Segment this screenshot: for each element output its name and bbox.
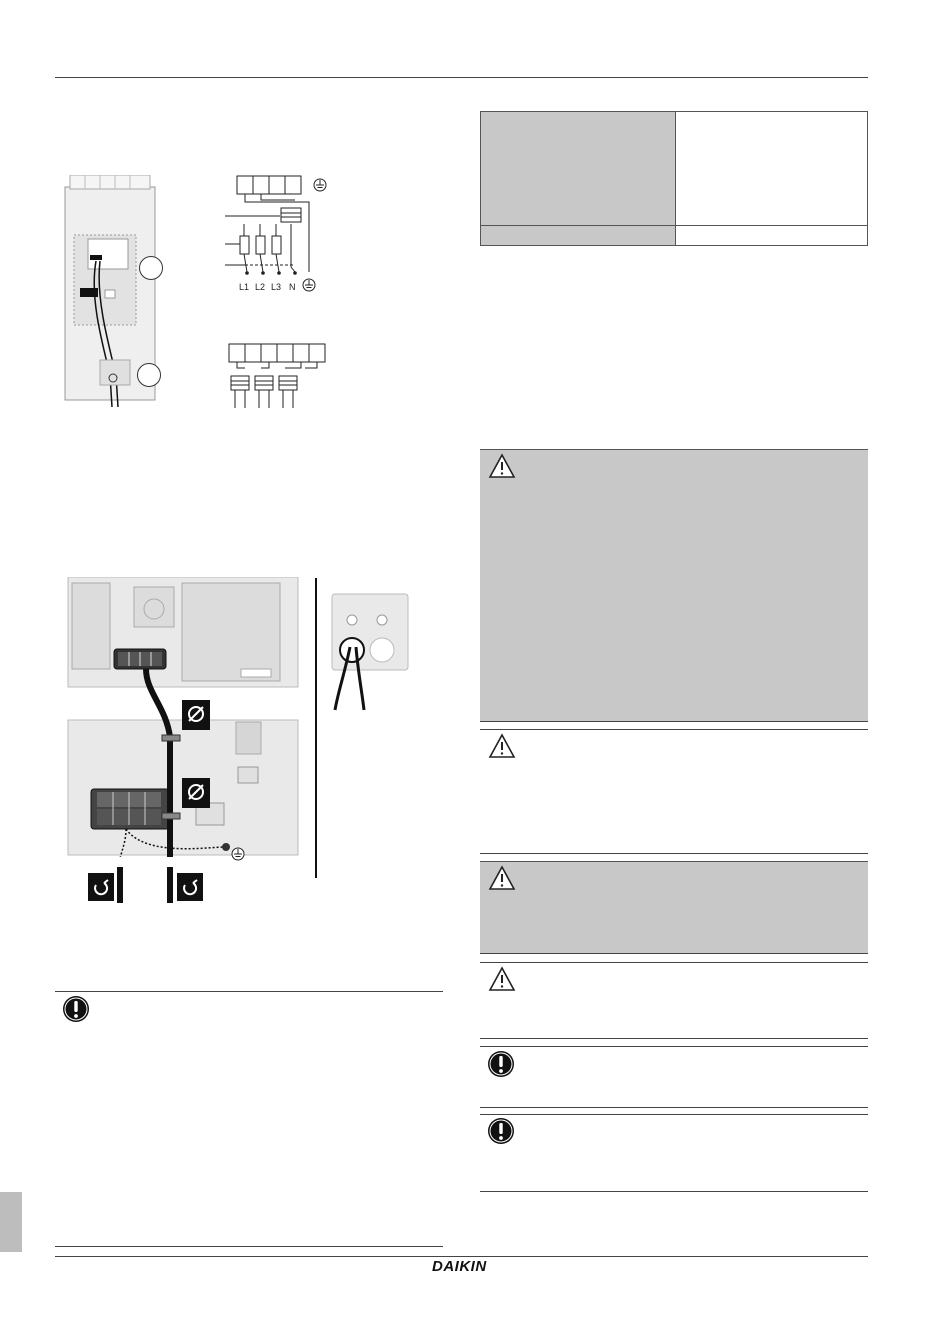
- cable-tie-icon: [182, 700, 210, 730]
- warning-triangle-icon: [488, 865, 516, 891]
- table-footer-cell: [481, 226, 676, 245]
- section-side-tab: [0, 1192, 22, 1252]
- warning-block-1: [480, 449, 868, 722]
- cable-tie-icon: [182, 778, 210, 808]
- switch-box-wiring-diagram: [66, 577, 302, 903]
- warning-rule-1: [480, 721, 868, 722]
- rotate-arrow-icon: [88, 873, 114, 901]
- rotate-arrow-icon: [177, 873, 203, 901]
- warning-triangle-icon: [488, 966, 516, 992]
- label-l3: L3: [271, 282, 282, 292]
- warning-block-3: [480, 861, 868, 954]
- exclamation-circle-icon: [487, 1050, 515, 1078]
- header-rule: [55, 77, 868, 78]
- exclamation-circle-icon: [487, 1117, 515, 1145]
- note-rule-left-1: [55, 991, 443, 992]
- table-header-cell: [481, 112, 676, 225]
- ground-icon: [314, 179, 326, 191]
- exclamation-circle-icon: [62, 995, 90, 1023]
- note-rule-3: [480, 1114, 868, 1115]
- ground-icon: [232, 848, 244, 860]
- cable-entry-detail: [330, 592, 410, 712]
- ground-icon: [303, 279, 315, 291]
- daikin-logo: DAIKIN: [432, 1258, 487, 1275]
- warning-triangle-icon: [488, 733, 516, 759]
- note-rule-4: [480, 1191, 868, 1192]
- note-rule-left-2: [55, 1246, 443, 1247]
- label-l2: L2: [255, 282, 266, 292]
- callout-circle-1: [139, 256, 163, 280]
- warning-rule-2: [480, 729, 868, 730]
- note-rule-1: [480, 1046, 868, 1047]
- spec-table: [480, 111, 868, 246]
- terminal-block-diagram-2: [225, 340, 335, 410]
- terminal-block-diagram: [225, 172, 340, 297]
- callout-circle-2: [137, 363, 161, 387]
- warning-rule-6: [480, 1038, 868, 1039]
- label-l1: L1: [239, 282, 250, 292]
- footer-rule: [55, 1256, 868, 1257]
- warning-rule-5: [480, 962, 868, 963]
- warning-rule-4: [480, 953, 868, 954]
- note-rule-2: [480, 1107, 868, 1108]
- label-n: N: [289, 282, 296, 292]
- warning-rule-3: [480, 853, 868, 854]
- warning-triangle-icon: [488, 453, 516, 479]
- diagram-divider: [315, 578, 317, 878]
